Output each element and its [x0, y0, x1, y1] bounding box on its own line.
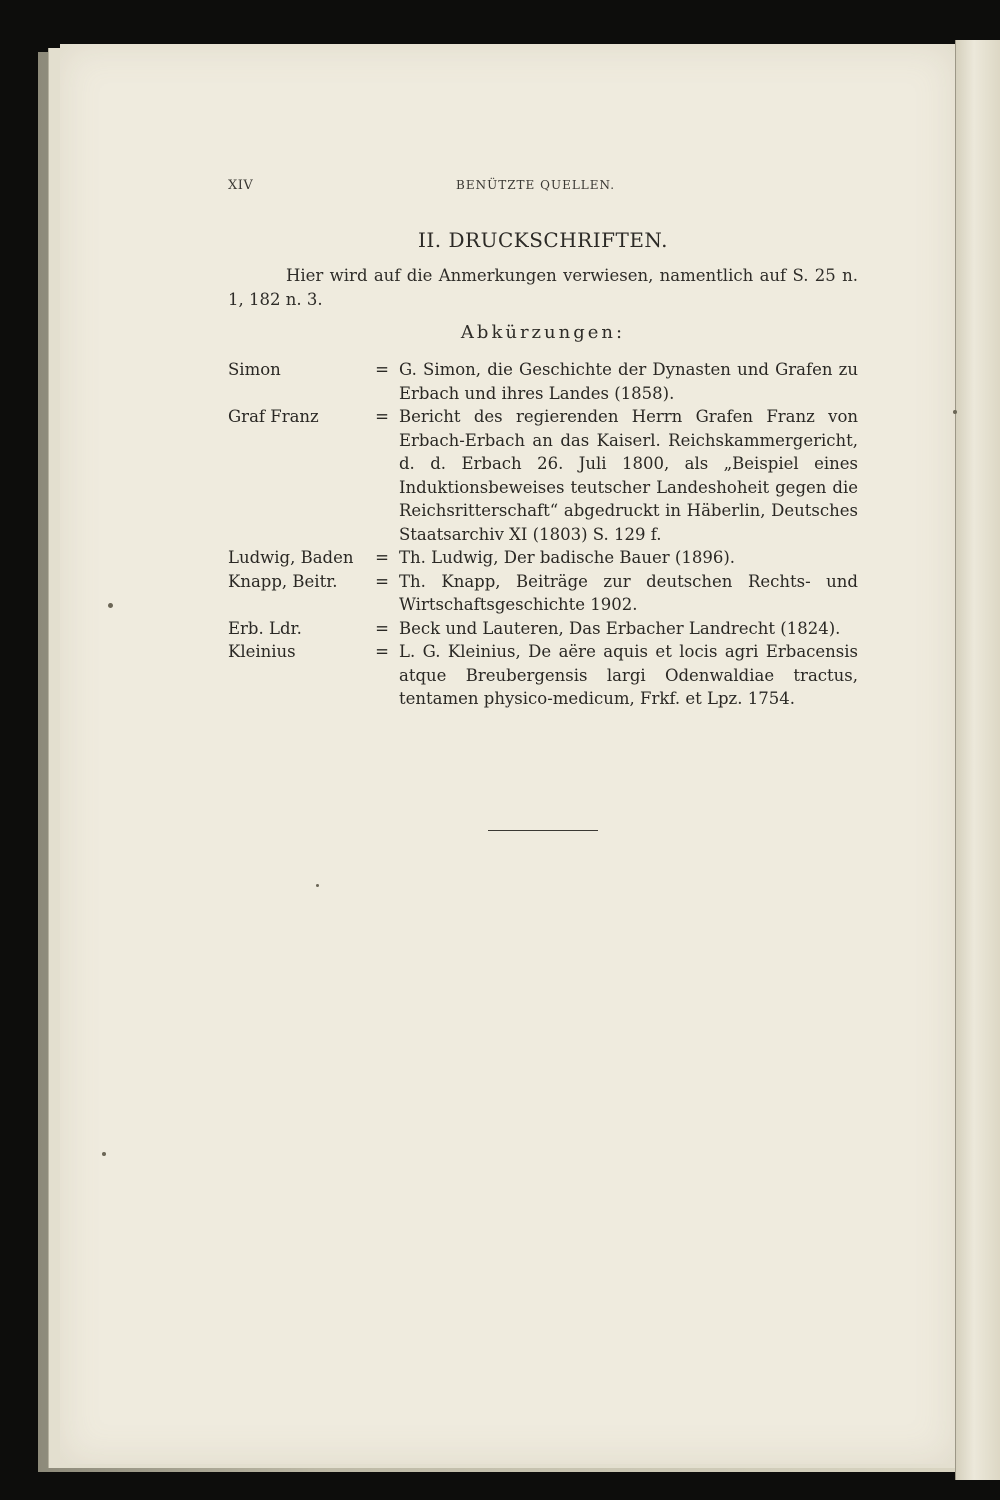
entry-equals: = [375, 548, 389, 567]
entry-description: Bericht des regierenden Herrn Grafen Franz von Erbach-Erbach an das Kaiserl. Reichskammergericht, d. d. Erbach 26. Juli 1800, als „Beispiel eines Induktionsbeweises teutscher Landeshoheit gegen die Reichsritterschaft“ abgedruckt in Häberlin, Deutsches Staatsarchiv XI (1803) S. 129 f. [399, 407, 858, 544]
abbreviation-entry [228, 617, 858, 641]
entry-equals: = [375, 618, 389, 638]
section-title: II. DRUCKSCHRIFTEN. [417, 228, 668, 252]
entry-abbreviation: Knapp, Beitr. [228, 571, 338, 591]
entry-equals: = [375, 360, 389, 379]
entry-abbreviation: Graf Franz [228, 407, 319, 426]
entry-abbreviation: Erb. Ldr. [228, 618, 302, 638]
abbreviations-heading: Abkürzungen: [460, 322, 626, 343]
paper-spot [953, 410, 957, 414]
running-head [228, 178, 858, 198]
abbreviation-entry [228, 640, 858, 711]
closing-rule [488, 830, 598, 831]
entry-equals: = [375, 407, 389, 426]
page-number: XIV [228, 178, 254, 193]
entry-description: L. G. Kleinius, De aëre aquis et locis agri Erbacensis atque Breubergensis largi Odenwaldiae tractus, tentamen physico-medicum, Frkf. et Lpz. 1754. [399, 642, 858, 708]
abbreviation-entry [228, 405, 858, 546]
entry-equals: = [375, 642, 389, 661]
entry-abbreviation: Kleinius [228, 642, 296, 661]
entry-description: Beck und Lauteren, Das Erbacher Landrecht (1824). [399, 618, 841, 638]
entry-description: Th. Knapp, Beiträge zur deutschen Rechts- und Wirtschaftsgeschichte 1902. [399, 571, 858, 614]
paper-spot [108, 603, 113, 608]
abbreviation-list [228, 358, 858, 711]
facing-page-edge [955, 40, 1000, 1480]
paper-spot [102, 1152, 106, 1156]
entry-description: Th. Ludwig, Der badische Bauer (1896). [399, 548, 736, 567]
entry-abbreviation: Simon [228, 360, 281, 379]
paper-spot [316, 884, 319, 887]
entry-abbreviation: Ludwig, Baden [228, 548, 354, 567]
book-page [60, 44, 955, 1464]
abbreviation-entry [228, 570, 858, 617]
abbreviation-entry [228, 546, 858, 570]
entry-equals: = [375, 571, 389, 591]
intro-paragraph: Hier wird auf die Anmerkungen verwiesen, namentlich auf S. 25 n. 1, 182 n. 3. [228, 266, 858, 309]
abbreviation-entry [228, 358, 858, 405]
running-title: BENÜTZTE QUELLEN. [456, 178, 616, 192]
entry-description: G. Simon, die Geschichte der Dynasten und Grafen zu Erbach und ihres Landes (1858). [399, 360, 858, 403]
